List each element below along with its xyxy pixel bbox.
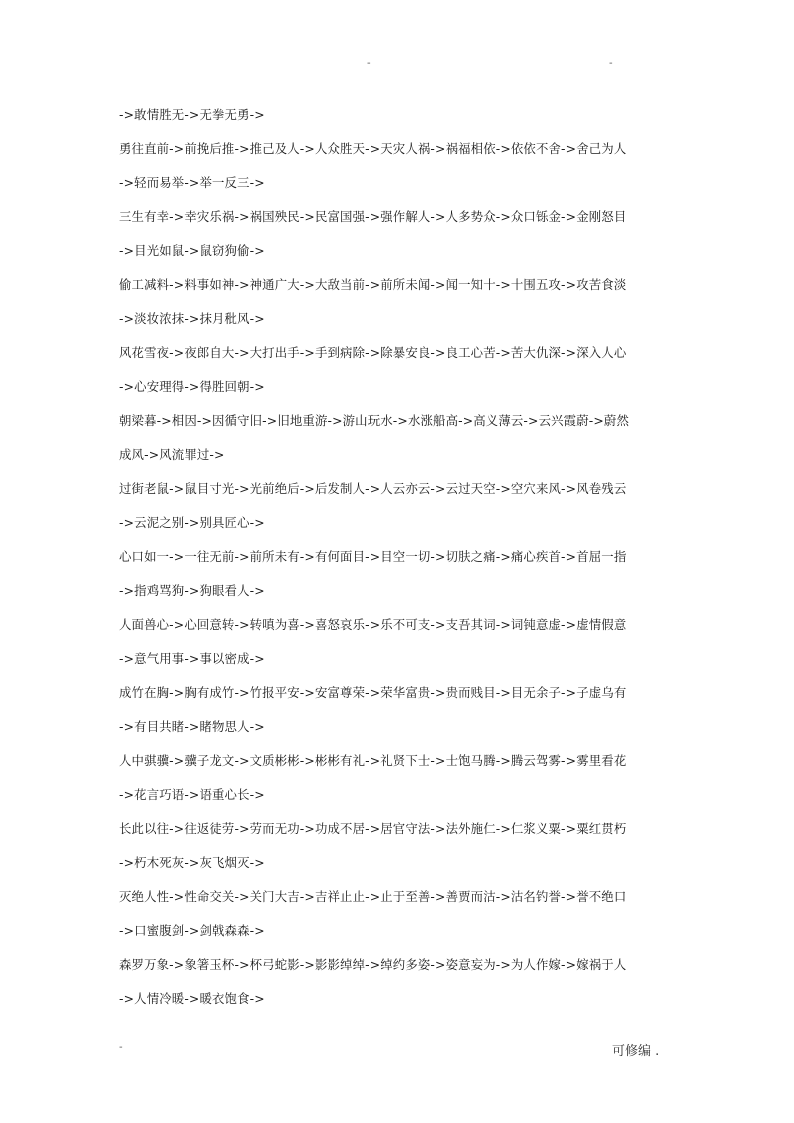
text-line: ->敢情胜无->无拳无勇-> <box>119 107 265 122</box>
text-line: ->有目共睹->睹物思人-> <box>119 719 265 734</box>
text-line: ->目光如鼠->鼠窃狗偷-> <box>119 243 265 258</box>
text-line: 成风->风流罪过-> <box>119 447 225 462</box>
idiom-chain-text <box>119 98 671 1016</box>
text-line: ->指鸡骂狗->狗眼看人-> <box>119 583 265 598</box>
text-line: ->意气用事->事以密成-> <box>119 651 265 666</box>
header-mark-left: - <box>367 58 371 69</box>
text-line: ->轻而易举->举一反三-> <box>119 175 265 190</box>
text-line: 灭绝人性->性命交关->关门大吉->吉祥止止->止于至善->善贾而沽->沽名钓誉->誉不绝口 <box>119 889 627 904</box>
header-mark-right: - <box>609 58 613 69</box>
text-line: 成竹在胸->胸有成竹->竹报平安->安富尊荣->荣华富贵->贵而贱目->目无余子->子虚乌有 <box>119 685 627 700</box>
text-line: 风花雪夜->夜郎自大->大打出手->手到病除->除暴安良->良工心苦->苦大仇深->深入人心 <box>119 345 627 360</box>
text-line: 过街老鼠->鼠目寸光->光前绝后->后发制人->人云亦云->云过天空->空穴来风->风卷残云 <box>119 481 627 496</box>
text-line: 人面兽心->心回意转->转嗔为喜->喜怒哀乐->乐不可支->支吾其词->词钝意虚->虚情假意 <box>119 617 627 632</box>
footer-mark-left: - <box>119 1042 123 1053</box>
text-line: 偷工减料->料事如神->神通广大->大敌当前->前所未闻->闻一知十->十围五攻->攻苦食淡 <box>119 277 627 292</box>
text-line: ->淡妆浓抹->抹月秕风-> <box>119 311 265 326</box>
text-line: ->心安理得->得胜回朝-> <box>119 379 265 394</box>
text-line: 人中骐骥->骥子龙文->文质彬彬->彬彬有礼->礼贤下士->士饱马腾->腾云驾雾->雾里看花 <box>119 753 627 768</box>
text-line: 勇往直前->前挽后推->推己及人->人众胜天->天灾人祸->祸福相依->依依不舍->舍己为人 <box>119 141 627 156</box>
text-line: ->花言巧语->语重心长-> <box>119 787 265 802</box>
text-line: ->朽木死灰->灰飞烟灭-> <box>119 855 265 870</box>
text-line: ->口蜜腹剑->剑戟森森-> <box>119 923 265 938</box>
text-line: ->人情冷暖->暖衣饱食-> <box>119 991 265 1006</box>
text-line: 三生有幸->幸灾乐祸->祸国殃民->民富国强->强作解人->人多势众->众口铄金->金刚怒目 <box>119 209 627 224</box>
text-line: 长此以往->往返徒劳->劳而无功->功成不居->居官守法->法外施仁->仁浆义粟->粟红贯朽 <box>119 821 627 836</box>
text-line: ->云泥之别->别具匠心-> <box>119 515 265 530</box>
text-line: 心口如一->一往无前->前所未有->有何面目->目空一切->切肤之痛->痛心疾首->首屈一指 <box>119 549 627 564</box>
text-line: 森罗万象->象箸玉杯->杯弓蛇影->影影绰绰->绰约多姿->姿意妄为->为人作嫁->嫁祸于人 <box>119 957 627 972</box>
text-line: 朝梁暮->相因->因循守旧->旧地重游->游山玩水->水涨船高->高义薄云->云兴霞蔚->蔚然 <box>119 413 629 428</box>
footer-editable-label: 可修编 . <box>612 1044 660 1059</box>
